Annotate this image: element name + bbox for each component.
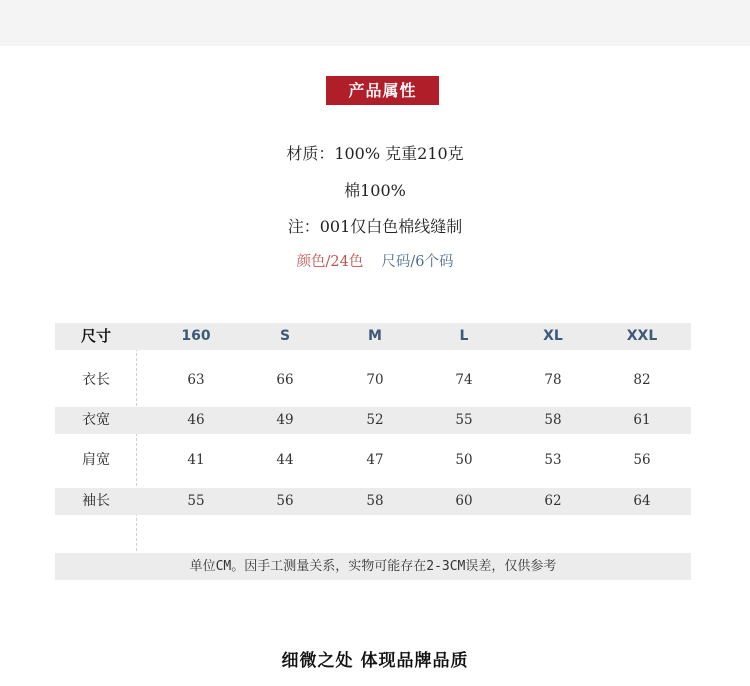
table-cell: 70 — [366, 372, 384, 388]
size-table-header — [55, 323, 691, 350]
table-cell: 55 — [187, 493, 205, 509]
table-row — [55, 488, 691, 515]
table-row — [55, 367, 691, 394]
size-header-cell: L — [459, 328, 469, 344]
unit-note: 单位CM。因手工测量关系，实物可能存在2-3CM误差，仅供参考 — [55, 553, 691, 580]
sizes-count-text: 尺码/6个码 — [381, 254, 454, 270]
header-label: 尺寸 — [80, 327, 111, 345]
table-cell: 49 — [276, 412, 294, 428]
table-cell: 52 — [366, 412, 384, 428]
table-cell: 50 — [455, 452, 473, 468]
table-cell: 58 — [544, 412, 562, 428]
table-cell: 46 — [187, 412, 205, 428]
table-cell: 63 — [187, 372, 205, 388]
table-cell: 78 — [544, 372, 562, 388]
size-header-cell: M — [368, 328, 382, 344]
section-title-badge: 产品属性 — [326, 76, 439, 105]
table-cell: 56 — [633, 452, 651, 468]
size-header-cell: XXL — [626, 328, 658, 344]
size-header-cell: S — [279, 328, 291, 344]
table-cell: 55 — [455, 412, 473, 428]
table-cell: 41 — [187, 452, 205, 468]
table-cell: 66 — [276, 372, 294, 388]
colors-count-text: 颜色/24色 — [296, 254, 364, 270]
label-column-divider — [136, 323, 137, 551]
table-cell: 44 — [276, 452, 294, 468]
table-cell: 64 — [633, 493, 651, 509]
table-cell: 61 — [633, 412, 651, 428]
row-label: 袖长 — [82, 493, 110, 509]
row-label: 肩宽 — [82, 452, 110, 468]
table-cell: 53 — [544, 452, 562, 468]
cotton-text: 棉100% — [344, 181, 406, 200]
top-band — [0, 0, 750, 46]
table-row — [55, 447, 691, 474]
table-cell: 56 — [276, 493, 294, 509]
color-size-line — [0, 250, 750, 271]
row-label: 衣宽 — [82, 412, 110, 428]
table-cell: 82 — [633, 372, 651, 388]
footer-title: 细微之处 体现品牌品质 — [281, 651, 469, 671]
table-cell: 60 — [455, 493, 473, 509]
material-weight-text: 材质：100% 克重210克 — [286, 144, 464, 163]
size-header-cell: 160 — [181, 328, 211, 344]
row-label: 衣长 — [82, 372, 110, 388]
size-header-cell: XL — [543, 328, 563, 344]
table-cell: 74 — [455, 372, 473, 388]
table-row — [55, 407, 691, 434]
table-cell: 58 — [366, 493, 384, 509]
table-cell: 62 — [544, 493, 562, 509]
table-cell: 47 — [366, 452, 384, 468]
note-text: 注：001仅白色棉线缝制 — [287, 217, 463, 236]
